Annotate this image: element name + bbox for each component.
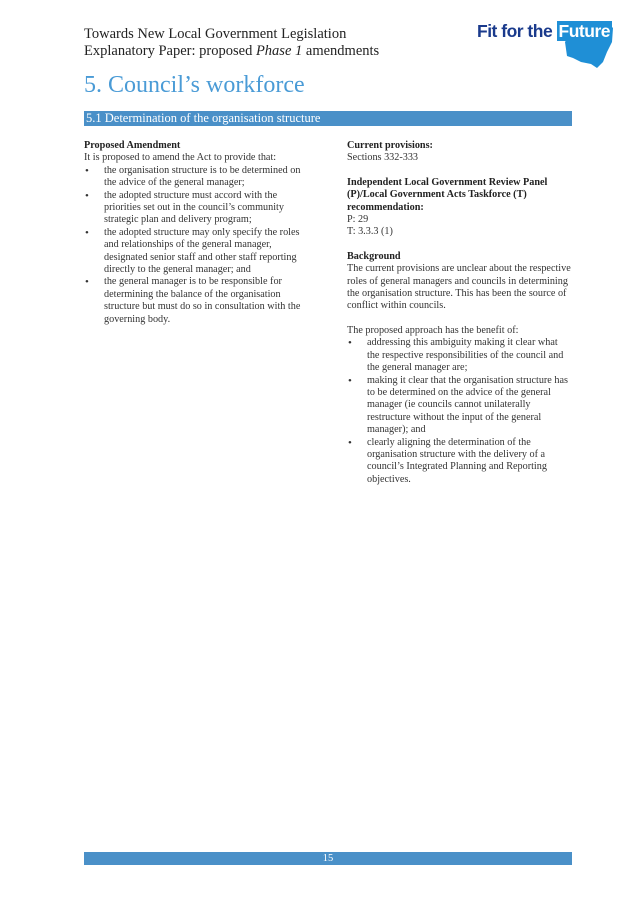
header-subtitle: Explanatory Paper: proposed Phase 1 amendments [84,43,380,59]
list-item: • making it clear that the organisation structure has to be determined on the advice of the general manager (ie councils cannot unilaterally restructure without the input of the general manager); and [347,375,572,437]
fit-for-the-future-logo [477,18,613,70]
phase-label: Phase 1 [255,43,303,59]
page-number: 15 [322,853,334,864]
panel-recommendation-p: P: 29 [347,214,369,226]
subsection-title: 5.1 Determination of the organisation structure [86,111,321,125]
footer-bar [84,852,572,865]
background-heading: Background [347,250,401,262]
section-title: 5. Council’s workforce [84,72,305,98]
proposed-amendment-intro: It is proposed to amend the Act to provide that: [84,152,277,164]
benefit-list [347,337,572,486]
list-item: • clearly aligning the determination of the organisation structure with the delivery of a council’s Integrated Planning and Reporting objectives. [347,437,572,487]
header-title: Towards New Local Government Legislation [84,26,347,42]
panel-recommendation-t: T: 3.3.3 (1) [347,226,393,238]
proposed-amendment-heading: Proposed Amendment [84,140,181,151]
current-provisions-heading: Current provisions: [347,140,433,151]
list-item: • the adopted structure must accord with the priorities set out in the council’s community strategic plan and delivery program; [84,190,304,227]
list-item: • the organisation structure is to be determined on the advice of the general manager; [84,165,304,190]
approach-intro: The proposed approach has the benefit of: [347,324,519,336]
current-provisions-text: Sections 332-333 [347,152,419,164]
proposed-amendment-column [84,140,304,326]
logo-text: Fit for the Future [477,21,610,41]
subsection-bar [84,111,572,126]
document-header [84,26,379,60]
list-item: • the adopted structure may only specify the roles and relationships of the general manager, designated senior staff and other staff reporting directly to the general manager; and [84,227,304,277]
amendment-list [84,165,304,326]
provisions-column [347,140,572,486]
list-item: • addressing this ambiguity making it clear what the respective responsibilities of the council and the general manager are; [347,337,572,374]
panel-recommendation-heading: Independent Local Government Review Panel (P)/Local Government Acts Taskforce (T) recommendation: [347,176,548,213]
list-item: • the general manager is to be responsible for determining the balance of the organisation structure but must do so in consultation with the governing body. [84,276,304,326]
background-text: The current provisions are unclear about the respective roles of general managers and councils in determining the organisation structure. This has been the source of conflict within councils. [347,263,571,312]
